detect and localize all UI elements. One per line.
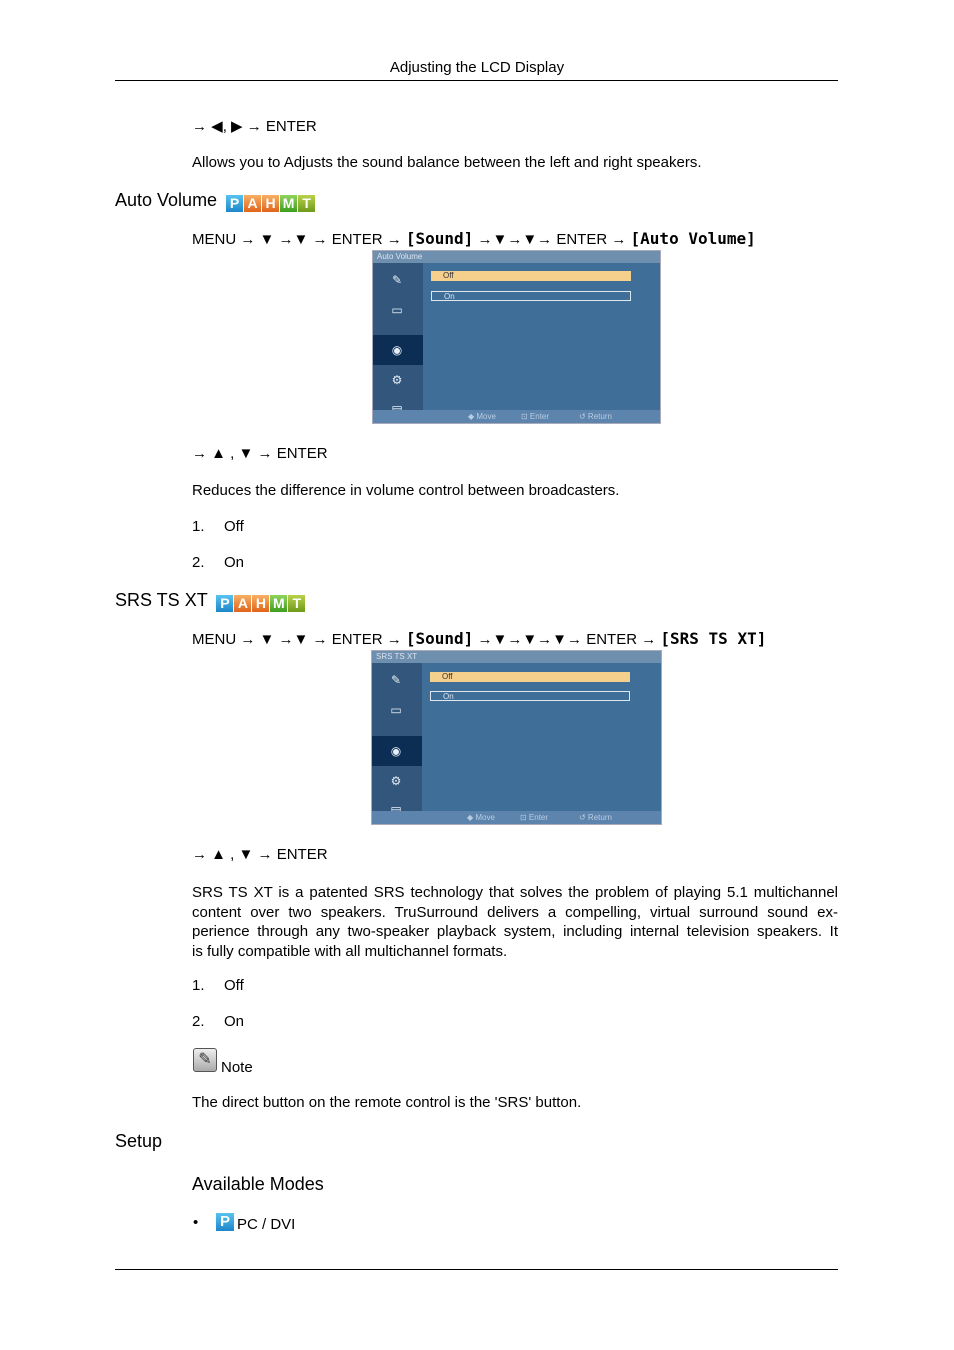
bullet: • (193, 1214, 199, 1231)
srs-description: SRS TS XT is a patented SRS technology that solves the problem of playing 5.1 multichannel content over two speakers. TruSurround delivers a compelling, virtual surround sound ex- perience through any two-speaker playback system, including internal television speakers. It is fully compatible with all multichannel formats. (192, 884, 838, 960)
osd-sidebar (373, 263, 423, 410)
srs-osd-screenshot (371, 650, 662, 825)
setup-icon: ⚙ (391, 373, 403, 387)
auto-volume-select-instruction: → ▲ , ▼ → ENTER (192, 445, 328, 462)
osd-option-on: On (430, 691, 630, 701)
balance-description: Allows you to Adjusts the sound balance between the left and right speakers. (192, 154, 702, 171)
list-item-number: 2. (192, 1013, 205, 1030)
sound-icon: ◉ (391, 343, 403, 357)
picture-icon: ✎ (390, 673, 402, 687)
mode-badge-icon: P A H M T (226, 195, 316, 212)
list-item-label: Off (224, 977, 244, 994)
osd-option-off: Off (431, 271, 631, 281)
list-item-label: Off (224, 518, 244, 535)
auto-volume-heading-text: Auto Volume (115, 190, 218, 210)
osd-option-on: On (431, 291, 631, 301)
auto-volume-heading (115, 190, 316, 212)
display-icon: ▭ (391, 303, 403, 317)
setup-icon: ⚙ (390, 774, 402, 788)
balance-nav-instruction: → ◀, ▶ → ENTER (192, 118, 317, 135)
footer-rule (115, 1269, 838, 1270)
mode-badge-icon: P A H M T (216, 595, 306, 612)
note-text: The direct button on the remote control is the 'SRS' button. (192, 1094, 582, 1111)
page-header-title: Adjusting the LCD Display (389, 59, 565, 76)
list-item-label: On (224, 1013, 245, 1030)
srs-nav-path: MENU → ▼ →▼ → ENTER → [Sound] →▼→▼→▼→ ENTER → [SRS TS XT] (192, 629, 767, 648)
osd-footer: ◆ Move ⊡ Enter ↺ Return (373, 410, 660, 423)
sound-icon: ◉ (390, 744, 402, 758)
osd-sidebar (372, 663, 422, 811)
osd-title: SRS TS XT (372, 651, 661, 663)
header-rule (115, 80, 838, 81)
osd-option-off: Off (430, 672, 630, 682)
note-label: Note (221, 1059, 253, 1076)
osd-footer: ◆ Move ⊡ Enter ↺ Return (372, 811, 661, 824)
list-item-number: 1. (192, 518, 205, 535)
osd-title: Auto Volume (373, 251, 660, 263)
srs-heading (115, 590, 306, 612)
setup-heading: Setup (115, 1131, 163, 1151)
display-icon: ▭ (390, 703, 402, 717)
pc-dvi-label: PC / DVI (237, 1216, 296, 1233)
note-icon: ✎ (193, 1048, 217, 1072)
list-item-label: On (224, 554, 245, 571)
auto-volume-nav-path: MENU → ▼ →▼ → ENTER → [Sound] →▼→▼→ ENTER → [Auto Volume] (192, 229, 756, 248)
pc-mode-icon: P (216, 1213, 234, 1231)
picture-icon: ✎ (391, 273, 403, 287)
auto-volume-osd-screenshot (372, 250, 661, 424)
available-modes-heading: Available Modes (192, 1174, 324, 1194)
list-item-number: 2. (192, 554, 205, 571)
list-item-number: 1. (192, 977, 205, 994)
srs-select-instruction: → ▲ , ▼ → ENTER (192, 846, 328, 863)
srs-heading-text: SRS TS XT (115, 590, 208, 610)
auto-volume-description: Reduces the difference in volume control between broadcasters. (192, 482, 620, 499)
